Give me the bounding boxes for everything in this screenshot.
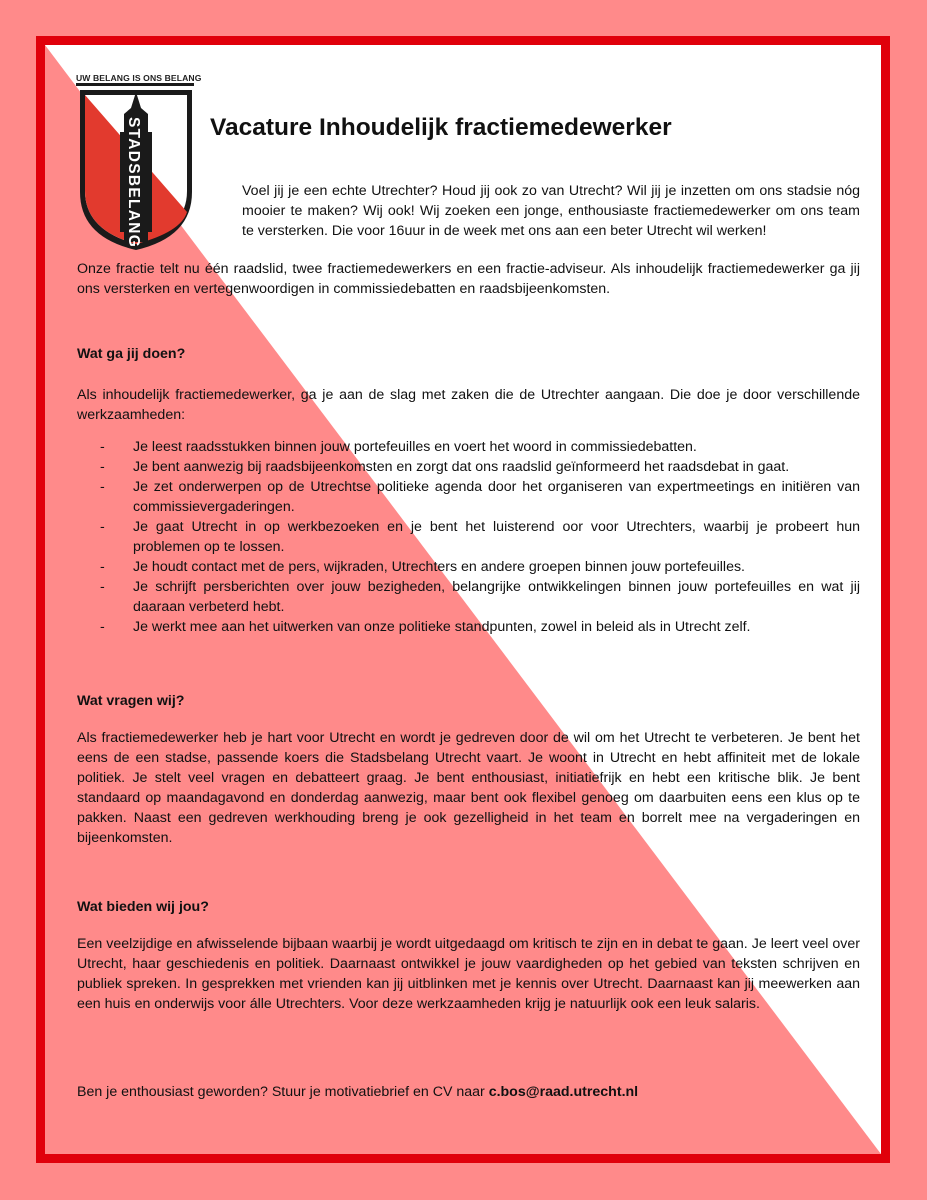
logo-wordmark: STADSBELANG [125,117,142,249]
list-item-text: Je gaat Utrecht in op werkbezoeken en je bent het luisterend oor voor Utrechters, waarbij je probeert hun problemen op te lossen. [133,519,860,555]
heading-wat-vragen-wij: Wat vragen wij? [77,693,185,709]
heading-wat-ga-jij-doen: Wat ga jij doen? [77,346,186,362]
heading-wat-bieden-wij-jou: Wat bieden wij jou? [77,899,209,915]
bullet-dash: - [100,479,105,495]
list-item-text: Je bent aanwezig bij raadsbijeenkomsten en zorgt dat ons raadslid geïnformeerd het raadsdebat in gaat. [133,459,790,475]
list-item-text: Je zet onderwerpen op de Utrechtse politieke agenda door het organiseren van expertmeetings en initiëren van commissievergaderingen. [133,479,860,515]
bieden-paragraph: Een veelzijdige en afwisselende bijbaan waarbij je wordt uitgedaagd om kritisch te zijn en in debat te gaan. Je leert veel over Utrecht, haar geschiedenis en politiek. Daarnaast ontwikkel je jouw vaardigheden op het gebied van teksten schrijven en publiek spreken. In gesprekken met vrienden kan jij uitblinken met je kennis over Utrecht. Daarnaast kan jij meewerken aan een huis en onderwijs voor álle Utrechters. Voor deze werkzaamheden krijg je natuurlijk ook een leuk salaris. [77,936,860,1012]
logo-slogan: UW BELANG IS ONS BELANG [76,73,202,83]
list-item [100,437,860,457]
shield-tower-logo-icon [76,72,202,252]
vragen-paragraph: Als fractiemedewerker heb je hart voor Utrecht en wordt je gedreven door de wil om het Utrecht te verbeteren. Je bent het eens de een stadse, passende koers die Stadsbelang Utrecht vaart. Je woont in Utrecht en hebt affiniteit met de lokale politiek. Je stelt veel vragen en debatteert graag. Je bent enthousiast, initiatiefrijk en hebt een kritische blik. Je bent standaard op maandagavond en donderdag aanwezig, maar bent ook flexibel genoeg om daarbuiten eens een klus op te pakken. Naast een gedreven werkhouding breng je ook gezelligheid in het team en borrelt mee na vergaderingen en bijeenkomsten. [77,730,860,846]
bullet-dash: - [100,579,105,595]
bullet-dash: - [100,559,105,575]
list-item-text: Je houdt contact met de pers, wijkraden, Utrechters en andere groepen binnen jouw portefeuilles. [133,559,746,575]
list-item [100,457,860,477]
page-title: Vacature Inhoudelijk fractiemedewerker [210,114,672,141]
bullet-dash: - [100,459,105,475]
list-item [100,557,860,577]
contact-email-link[interactable]: c.bos@raad.utrecht.nl [488,1084,639,1100]
bullet-dash: - [100,439,105,455]
list-item [100,517,860,557]
contact-text: Ben je enthousiast geworden? Stuur je motivatiebrief en CV naar [77,1084,489,1100]
intro-paragraph: Voel jij je een echte Utrechter? Houd jij ook zo van Utrecht? Wil jij je inzetten om ons stadsie nóg mooier te maken? Wij ook! Wij zoeken een jonge, enthousiaste fractiemedewerker om ons team te versterken. Die voor 16uur in de week met ons aan een beter Utrecht wil werken! [242,183,860,239]
list-item [100,617,860,637]
contact-line [77,1082,860,1102]
doen-paragraph: Als inhoudelijk fractiemedewerker, ga je aan de slag met zaken die de Utrechter aangaan. Die doe je door verschillende werkzaamheden: [77,387,860,423]
list-item-text: Je schrijft persberichten over jouw bezigheden, belangrijke ontwikkelingen binnen jouw portefeuilles en wat jij daaraan verbeterd hebt. [133,579,860,615]
task-list [100,437,860,637]
list-item-text: Je leest raadsstukken binnen jouw portefeuilles en voert het woord in commissiedebatten. [133,439,697,455]
list-item [100,577,860,617]
bullet-dash: - [100,619,105,635]
list-item [100,477,860,517]
list-item-text: Je werkt mee aan het uitwerken van onze politieke standpunten, zowel in beleid als in Utrecht zelf. [133,619,751,635]
bullet-dash: - [100,519,105,535]
fractie-paragraph: Onze fractie telt nu één raadslid, twee fractiemedewerkers en een fractie-adviseur. Als inhoudelijk fractiemedewerker ga jij ons versterken en vertegenwoordigen in commissiedebatten en raadsbijeenkomsten. [77,261,860,297]
